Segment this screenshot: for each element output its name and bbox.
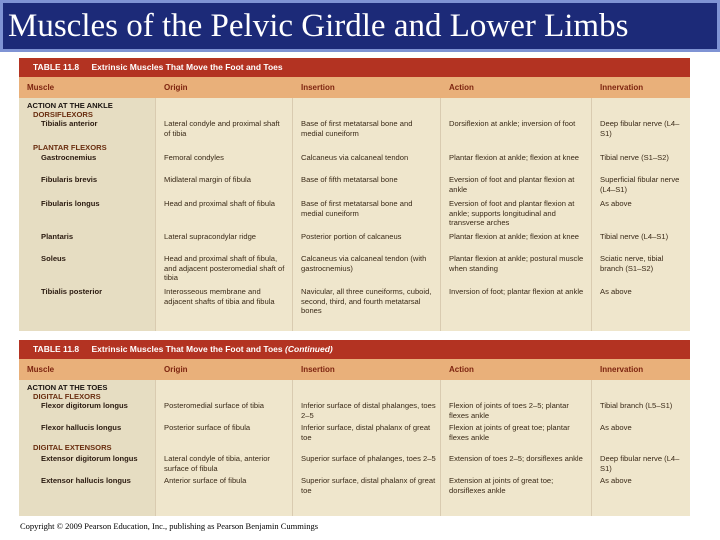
table-1-panel <box>19 58 690 331</box>
table-cell-insertion: Inferior surface of distal phalanges, toes 2–5 <box>301 401 436 420</box>
table-row-muscle: ACTION AT THE TOES <box>27 383 108 392</box>
table-cell-action: Plantar flexion at ankle; flexion at knee <box>449 232 580 242</box>
table-1-innervation-column <box>592 98 690 331</box>
table-cell-spacer <box>164 143 288 153</box>
column-header-muscle: Muscle <box>27 365 55 374</box>
table-cell-innervation: Tibial nerve (S1–S2) <box>600 153 669 163</box>
table-row-muscle: Fibularis longus <box>41 199 100 209</box>
column-header-action: Action <box>449 365 474 374</box>
table-2-panel <box>19 340 690 516</box>
column-header-insertion: Insertion <box>301 83 335 92</box>
table-2-column-headers <box>19 359 690 380</box>
table-cell-insertion: Calcaneus via calcaneal tendon <box>301 153 409 163</box>
table-1-header <box>19 58 690 77</box>
table-2-title: Extrinsic Muscles That Move the Foot and Toes <box>91 344 283 354</box>
table-row-muscle: Fibularis brevis <box>41 175 98 185</box>
table-cell-origin: Lateral condyle and proximal shaft of tibia <box>164 119 280 138</box>
copyright-footer: Copyright © 2009 Pearson Education, Inc., publishing as Pearson Benjamin Cummings <box>20 521 319 531</box>
table-cell-action: Flexion at joints of great toe; plantar flexes ankle <box>449 423 570 442</box>
table-row-muscle: Flexor digitorum longus <box>41 401 128 411</box>
table-cell-insertion: Base of first metatarsal bone and medial cuneiform <box>301 119 413 138</box>
table-row-muscle: Tibialis posterior <box>41 287 103 297</box>
table-cell-spacer <box>600 383 686 401</box>
table-row-muscle: DIGITAL FLEXORS <box>33 392 101 402</box>
table-cell-spacer <box>164 443 288 454</box>
table-1-muscle-column <box>19 98 156 331</box>
table-cell-insertion: Superior surface, distal phalanx of great toe <box>301 476 436 495</box>
table-cell-innervation: As above <box>600 423 632 433</box>
table-cell-spacer <box>600 443 686 454</box>
table-row-muscle: Extensor digitorum longus <box>41 454 138 464</box>
table-cell-spacer <box>301 383 436 401</box>
table-cell-spacer <box>600 101 686 119</box>
table-cell-innervation: Deep fibular nerve (L4–S1) <box>600 119 680 138</box>
table-2-muscle-column <box>19 380 156 516</box>
table-cell-action: Flexion of joints of toes 2–5; plantar flexes ankle <box>449 401 569 420</box>
table-1-title: Extrinsic Muscles That Move the Foot and Toes <box>91 62 283 72</box>
table-cell-spacer <box>301 101 436 119</box>
table-1-origin-column <box>156 98 293 331</box>
table-1-number: TABLE 11.8 <box>33 62 80 72</box>
table-row-muscle: Plantaris <box>41 232 74 242</box>
table-cell-origin: Head and proximal shaft of fibula <box>164 199 276 209</box>
table-row-muscle: Extensor hallucis longus <box>41 476 131 486</box>
table-cell-origin: Posteromedial surface of tibia <box>164 401 265 411</box>
table-cell-insertion: Calcaneus via calcaneal tendon (with gastrocnemius) <box>301 254 427 273</box>
slide-title: Muscles of the Pelvic Girdle and Lower Limbs <box>0 0 720 52</box>
table-cell-innervation: Sciatic nerve, tibial branch (S1–S2) <box>600 254 664 273</box>
table-cell-origin: Head and proximal shaft of fibula, and adjacent posteromedial shaft of tibia <box>164 254 285 282</box>
table-cell-spacer <box>600 143 686 153</box>
column-header-innervation: Innervation <box>600 83 644 92</box>
column-header-muscle: Muscle <box>27 83 55 92</box>
table-row-muscle: PLANTAR FLEXORS <box>33 143 107 153</box>
table-cell-innervation: Deep fibular nerve (L4–S1) <box>600 454 680 473</box>
table-cell-innervation: Tibial nerve (L4–S1) <box>600 232 669 242</box>
table-row-muscle: Flexor hallucis longus <box>41 423 122 433</box>
table-cell-spacer <box>164 383 288 401</box>
table-1-body <box>19 98 690 331</box>
column-header-origin: Origin <box>164 83 188 92</box>
table-cell-action: Extension at joints of great toe; dorsiflexes ankle <box>449 476 554 495</box>
table-2-insertion-column <box>293 380 441 516</box>
table-cell-action: Plantar flexion at ankle; postural muscle when standing <box>449 254 584 273</box>
table-cell-spacer <box>301 443 436 454</box>
table-row-muscle: Gastrocnemius <box>41 153 97 163</box>
table-2-body <box>19 380 690 516</box>
table-2-number: TABLE 11.8 <box>33 344 80 354</box>
table-row-muscle: Tibialis anterior <box>41 119 98 129</box>
table-cell-spacer <box>164 101 288 119</box>
table-2-continued: (Continued) <box>285 344 333 354</box>
table-cell-origin: Posterior surface of fibula <box>164 423 251 433</box>
table-row-muscle: DIGITAL EXTENSORS <box>33 443 112 453</box>
column-header-insertion: Insertion <box>301 365 335 374</box>
table-2-header <box>19 340 690 359</box>
table-cell-action: Eversion of foot and plantar flexion at ankle <box>449 175 575 194</box>
table-2-action-column <box>441 380 592 516</box>
table-cell-action: Inversion of foot; plantar flexion at ankle <box>449 287 584 297</box>
column-header-innervation: Innervation <box>600 365 644 374</box>
table-cell-origin: Anterior surface of fibula <box>164 476 247 486</box>
table-2-innervation-column <box>592 380 690 516</box>
table-cell-origin: Midlateral margin of fibula <box>164 175 251 185</box>
table-cell-insertion: Base of first metatarsal bone and medial cuneiform <box>301 199 413 218</box>
table-cell-origin: Lateral supracondylar ridge <box>164 232 257 242</box>
table-cell-innervation: As above <box>600 287 632 297</box>
table-1-insertion-column <box>293 98 441 331</box>
table-cell-insertion: Superior surface of phalanges, toes 2–5 <box>301 454 436 464</box>
table-cell-innervation: Superficial fibular nerve (L4–S1) <box>600 175 680 194</box>
table-cell-innervation: Tibial branch (L5–S1) <box>600 401 673 411</box>
table-cell-insertion: Inferior surface, distal phalanx of great toe <box>301 423 431 442</box>
column-header-origin: Origin <box>164 365 188 374</box>
table-row-muscle: DORSIFLEXORS <box>33 110 93 120</box>
table-cell-insertion: Base of fifth metatarsal bone <box>301 175 398 185</box>
table-cell-spacer <box>449 143 587 153</box>
table-2-origin-column <box>156 380 293 516</box>
table-cell-spacer <box>449 443 587 454</box>
table-cell-insertion: Navicular, all three cuneiforms, cuboid, second, third, and fourth metatarsal bones <box>301 287 432 315</box>
table-row-muscle: ACTION AT THE ANKLE <box>27 101 113 110</box>
table-cell-action: Dorsiflexion at ankle; inversion of foot <box>449 119 576 129</box>
table-cell-spacer <box>301 143 436 153</box>
table-cell-action: Extension of toes 2–5; dorsiflexes ankle <box>449 454 583 464</box>
table-cell-action: Plantar flexion at ankle; flexion at knee <box>449 153 580 163</box>
table-cell-origin: Femoral condyles <box>164 153 224 163</box>
table-1-action-column <box>441 98 592 331</box>
table-cell-spacer <box>449 101 587 119</box>
table-cell-insertion: Posterior portion of calcaneus <box>301 232 402 242</box>
table-cell-spacer <box>449 383 587 401</box>
column-header-action: Action <box>449 83 474 92</box>
table-cell-action: Eversion of foot and plantar flexion at ankle; supports longitudinal and transverse arches <box>449 199 575 227</box>
table-1-column-headers <box>19 77 690 98</box>
table-cell-innervation: As above <box>600 199 632 209</box>
table-cell-innervation: As above <box>600 476 632 486</box>
table-cell-origin: Interosseous membrane and adjacent shafts of tibia and fibula <box>164 287 275 306</box>
table-cell-origin: Lateral condyle of tibia, anterior surface of fibula <box>164 454 270 473</box>
table-row-muscle: Soleus <box>41 254 66 264</box>
